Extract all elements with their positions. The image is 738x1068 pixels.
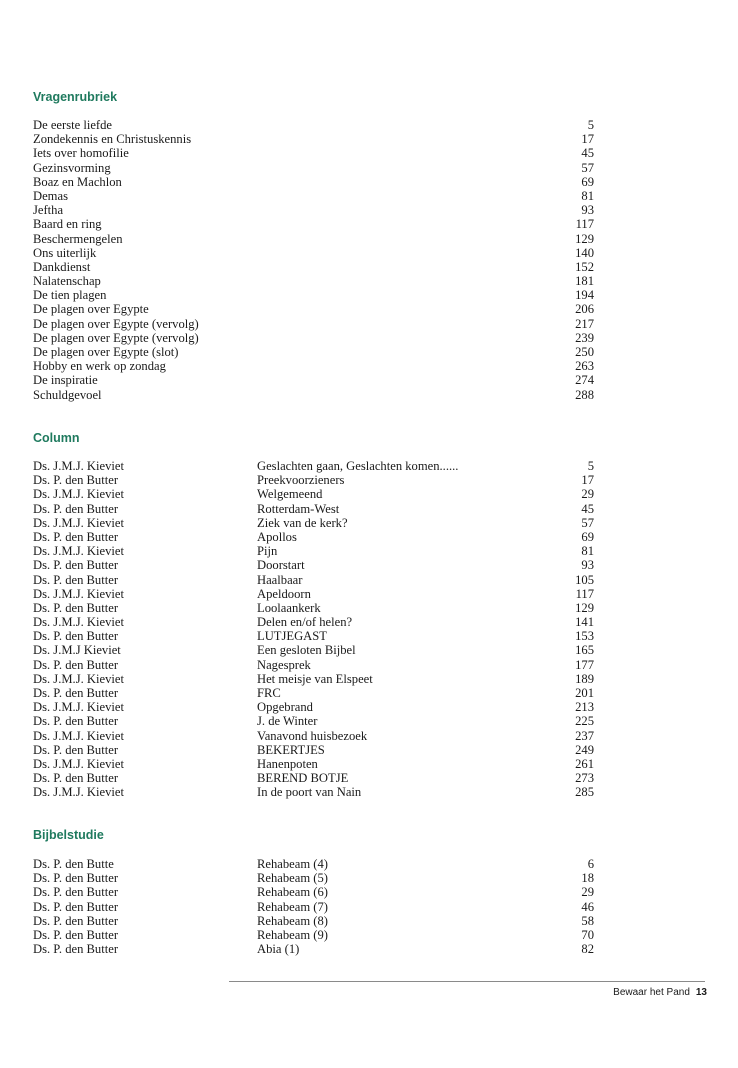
toc-entry [33, 132, 594, 146]
entry-subject: Opgebrand [257, 700, 313, 715]
toc-entry [33, 587, 594, 601]
entry-author: Ds. J.M.J. Kieviet [33, 785, 124, 800]
toc-entry [33, 544, 594, 558]
entry-page-number: 6 [587, 857, 594, 871]
section-heading-vragenrubriek: Vragenrubriek [33, 90, 118, 104]
entry-page-number: 17 [581, 473, 594, 488]
entry-author: Ds. P. den Butter [33, 885, 119, 900]
toc-entry [33, 217, 594, 231]
section-heading-bijbelstudie: Bijbelstudie [33, 828, 104, 842]
toc-entry [33, 672, 594, 686]
toc-entry [33, 473, 594, 487]
entry-title: De plagen over Egypte (slot) [33, 345, 179, 359]
entry-author: Ds. P. den Butter [33, 558, 119, 573]
entry-author: Ds. J.M.J. Kieviet [33, 728, 124, 743]
entry-page-number: 250 [575, 345, 594, 359]
entry-page-number: 206 [575, 302, 594, 317]
toc-entry [33, 359, 594, 373]
entry-title: De tien plagen [33, 288, 107, 303]
entry-subject: J. de Winter [257, 714, 318, 729]
entry-page-number: 93 [581, 203, 594, 218]
toc-entry [33, 161, 594, 175]
toc-entry [33, 714, 594, 728]
toc-entry [33, 743, 594, 757]
entry-page-number: 141 [575, 615, 594, 630]
entry-author: Ds. P. den Butter [33, 600, 119, 615]
entry-subject: FRC [257, 686, 281, 700]
footer-divider [229, 981, 705, 982]
entry-subject: Hanenpoten [257, 756, 318, 771]
entry-subject: Rehabeam (7) [257, 899, 328, 914]
toc-entry [33, 573, 594, 587]
entry-page-number: 29 [581, 487, 594, 502]
entry-author: Ds. P. den Butter [33, 771, 119, 786]
entry-author: Ds. P. den Butter [33, 913, 119, 928]
entry-subject: Rehabeam (6) [257, 885, 328, 900]
entry-page-number: 189 [575, 671, 594, 686]
entry-author: Ds. P. den Butter [33, 572, 119, 587]
entry-author: Ds. P. den Butter [33, 927, 119, 942]
toc-entry [33, 530, 594, 544]
entry-subject: In de poort van Nain [257, 785, 362, 800]
entry-page-number: 105 [575, 572, 594, 587]
footer-page-number: 13 [695, 987, 707, 998]
entry-title: De plagen over Egypte (vervolg) [33, 316, 199, 331]
toc-entry [33, 118, 594, 132]
toc-entry [33, 871, 594, 885]
entry-page-number: 5 [587, 459, 594, 473]
toc-entry [33, 928, 594, 942]
entry-page-number: 5 [587, 118, 594, 132]
toc-entry [33, 658, 594, 672]
entry-subject: Het meisje van Elspeet [257, 671, 373, 686]
entry-author: Ds. J.M.J. Kieviet [33, 756, 124, 771]
entry-title: De eerste liefde [33, 118, 113, 132]
toc-entry [33, 885, 594, 899]
entry-author: Ds. J.M.J. Kieviet [33, 671, 124, 686]
entry-page-number: 70 [581, 927, 594, 942]
entry-subject: Loolaankerk [257, 600, 321, 615]
entry-author: Ds. P. den Butter [33, 657, 119, 672]
entry-title: Boaz en Machlon [33, 174, 122, 189]
toc-entry [33, 785, 594, 799]
entry-page-number: 58 [581, 913, 594, 928]
entry-page-number: 45 [581, 146, 594, 161]
entry-subject: Preekvoorzieners [257, 473, 345, 488]
entry-page-number: 263 [575, 359, 594, 374]
entry-subject: Rehabeam (9) [257, 927, 328, 942]
entry-title: Beschermengelen [33, 231, 123, 246]
entry-author: Ds. P. den Butter [33, 629, 119, 644]
entry-title: Dankdienst [33, 259, 91, 274]
entry-page-number: 177 [575, 657, 594, 672]
page-footer [613, 987, 707, 998]
vragenrubriek-list [33, 118, 594, 402]
entry-page-number: 69 [581, 529, 594, 544]
entry-subject: Nagesprek [257, 657, 311, 672]
entry-author: Ds. P. den Butter [33, 899, 119, 914]
entry-page-number: 129 [575, 600, 594, 615]
entry-page-number: 81 [581, 188, 594, 203]
entry-page-number: 152 [575, 259, 594, 274]
toc-entry [33, 189, 594, 203]
entry-page-number: 117 [575, 217, 594, 232]
entry-page-number: 57 [581, 515, 594, 530]
toc-entry [33, 302, 594, 316]
entry-page-number: 117 [575, 586, 594, 601]
entry-author: Ds. P. den Butte [33, 857, 114, 871]
toc-entry [33, 246, 594, 260]
entry-title: Demas [33, 188, 68, 203]
toc-entry [33, 502, 594, 516]
toc-entry [33, 146, 594, 160]
toc-entry [33, 771, 594, 785]
entry-author: Ds. J.M.J. Kieviet [33, 544, 124, 559]
entry-title: Schuldgevoel [33, 387, 102, 402]
entry-page-number: 285 [575, 785, 594, 800]
entry-title: Gezinsvorming [33, 160, 111, 175]
entry-author: Ds. J.M.J. Kieviet [33, 487, 124, 502]
toc-entry [33, 615, 594, 629]
entry-page-number: 225 [575, 714, 594, 729]
toc-entry [33, 459, 594, 473]
entry-page-number: 165 [575, 643, 594, 658]
entry-subject: Pijn [257, 544, 278, 559]
toc-entry [33, 331, 594, 345]
entry-subject: Rotterdam-West [257, 501, 340, 516]
toc-entry [33, 643, 594, 657]
entry-subject: Haalbaar [257, 572, 303, 587]
bijbelstudie-list [33, 857, 594, 956]
entry-subject: Rehabeam (4) [257, 857, 328, 871]
entry-title: De inspiratie [33, 373, 98, 388]
entry-title: Hobby en werk op zondag [33, 359, 166, 374]
toc-entry [33, 487, 594, 501]
entry-page-number: 274 [575, 373, 594, 388]
toc-entry [33, 914, 594, 928]
entry-author: Ds. P. den Butter [33, 473, 119, 488]
entry-page-number: 17 [581, 132, 594, 147]
entry-page-number: 93 [581, 558, 594, 573]
entry-page-number: 249 [575, 742, 594, 757]
toc-entry [33, 288, 594, 302]
entry-subject: Delen en/of helen? [257, 615, 353, 630]
entry-subject: Apeldoorn [257, 586, 311, 601]
entry-author: Ds. J.M.J. Kieviet [33, 459, 124, 473]
entry-subject: Abia (1) [257, 942, 300, 957]
toc-entry [33, 260, 594, 274]
entry-page-number: 194 [575, 288, 594, 303]
entry-title: Iets over homofilie [33, 146, 129, 161]
entry-page-number: 69 [581, 174, 594, 189]
entry-subject: Geslachten gaan, Geslachten komen...... [257, 459, 459, 473]
entry-page-number: 153 [575, 629, 594, 644]
entry-subject: Welgemeend [257, 487, 323, 502]
toc-entry [33, 686, 594, 700]
entry-subject: Rehabeam (8) [257, 913, 328, 928]
entry-page-number: 237 [575, 728, 594, 743]
footer-publication-title: Bewaar het Pand [613, 987, 690, 998]
entry-page-number: 201 [575, 686, 594, 700]
entry-subject: Doorstart [257, 558, 305, 573]
entry-author: Ds. P. den Butter [33, 714, 119, 729]
entry-page-number: 261 [575, 756, 594, 771]
entry-page-number: 46 [581, 899, 594, 914]
entry-subject: Ziek van de kerk? [257, 515, 348, 530]
entry-author: Ds. P. den Butter [33, 942, 119, 957]
entry-subject: Apollos [257, 529, 297, 544]
entry-author: Ds. P. den Butter [33, 871, 119, 886]
entry-title: Jeftha [33, 203, 64, 218]
entry-author: Ds. P. den Butter [33, 686, 119, 700]
entry-subject: Een gesloten Bijbel [257, 643, 356, 658]
section-heading-column: Column [33, 431, 80, 445]
column-list [33, 459, 594, 800]
entry-title: De plagen over Egypte (vervolg) [33, 330, 199, 345]
entry-author: Ds. P. den Butter [33, 742, 119, 757]
entry-author: Ds. J.M.J. Kieviet [33, 700, 124, 715]
toc-entry [33, 345, 594, 359]
toc-entry [33, 700, 594, 714]
entry-page-number: 81 [581, 544, 594, 559]
entry-title: Nalatenschap [33, 274, 101, 289]
toc-entry [33, 516, 594, 530]
entry-page-number: 140 [575, 245, 594, 260]
entry-title: Zondekennis en Christuskennis [33, 132, 192, 147]
entry-subject: BEKERTJES [257, 742, 325, 757]
entry-page-number: 18 [581, 871, 594, 886]
toc-entry [33, 558, 594, 572]
toc-entry [33, 900, 594, 914]
entry-author: Ds. J.M.J Kieviet [33, 643, 121, 658]
toc-entry [33, 629, 594, 643]
entry-page-number: 213 [575, 700, 594, 715]
entry-title: Ons uiterlijk [33, 245, 97, 260]
entry-page-number: 129 [575, 231, 594, 246]
toc-entry [33, 942, 594, 956]
entry-page-number: 82 [581, 942, 594, 957]
entry-title: De plagen over Egypte [33, 302, 149, 317]
entry-author: Ds. P. den Butter [33, 501, 119, 516]
entry-page-number: 217 [575, 316, 594, 331]
entry-subject: Rehabeam (5) [257, 871, 328, 886]
entry-page-number: 273 [575, 771, 594, 786]
toc-entry [33, 203, 594, 217]
entry-page-number: 29 [581, 885, 594, 900]
entry-subject: LUTJEGAST [257, 629, 327, 644]
toc-entry [33, 857, 594, 871]
toc-entry [33, 274, 594, 288]
toc-entry [33, 175, 594, 189]
toc-entry [33, 601, 594, 615]
toc-entry [33, 232, 594, 246]
toc-entry [33, 317, 594, 331]
entry-subject: BEREND BOTJE [257, 771, 349, 786]
entry-page-number: 239 [575, 330, 594, 345]
entry-author: Ds. J.M.J. Kieviet [33, 615, 124, 630]
entry-page-number: 45 [581, 501, 594, 516]
toc-entry [33, 757, 594, 771]
toc-entry [33, 373, 594, 387]
entry-author: Ds. J.M.J. Kieviet [33, 586, 124, 601]
toc-entry [33, 388, 594, 402]
entry-subject: Vanavond huisbezoek [257, 728, 368, 743]
entry-page-number: 181 [575, 274, 594, 289]
entry-author: Ds. J.M.J. Kieviet [33, 515, 124, 530]
entry-page-number: 57 [581, 160, 594, 175]
entry-author: Ds. P. den Butter [33, 529, 119, 544]
toc-entry [33, 729, 594, 743]
entry-title: Baard en ring [33, 217, 102, 232]
entry-page-number: 288 [575, 387, 594, 402]
